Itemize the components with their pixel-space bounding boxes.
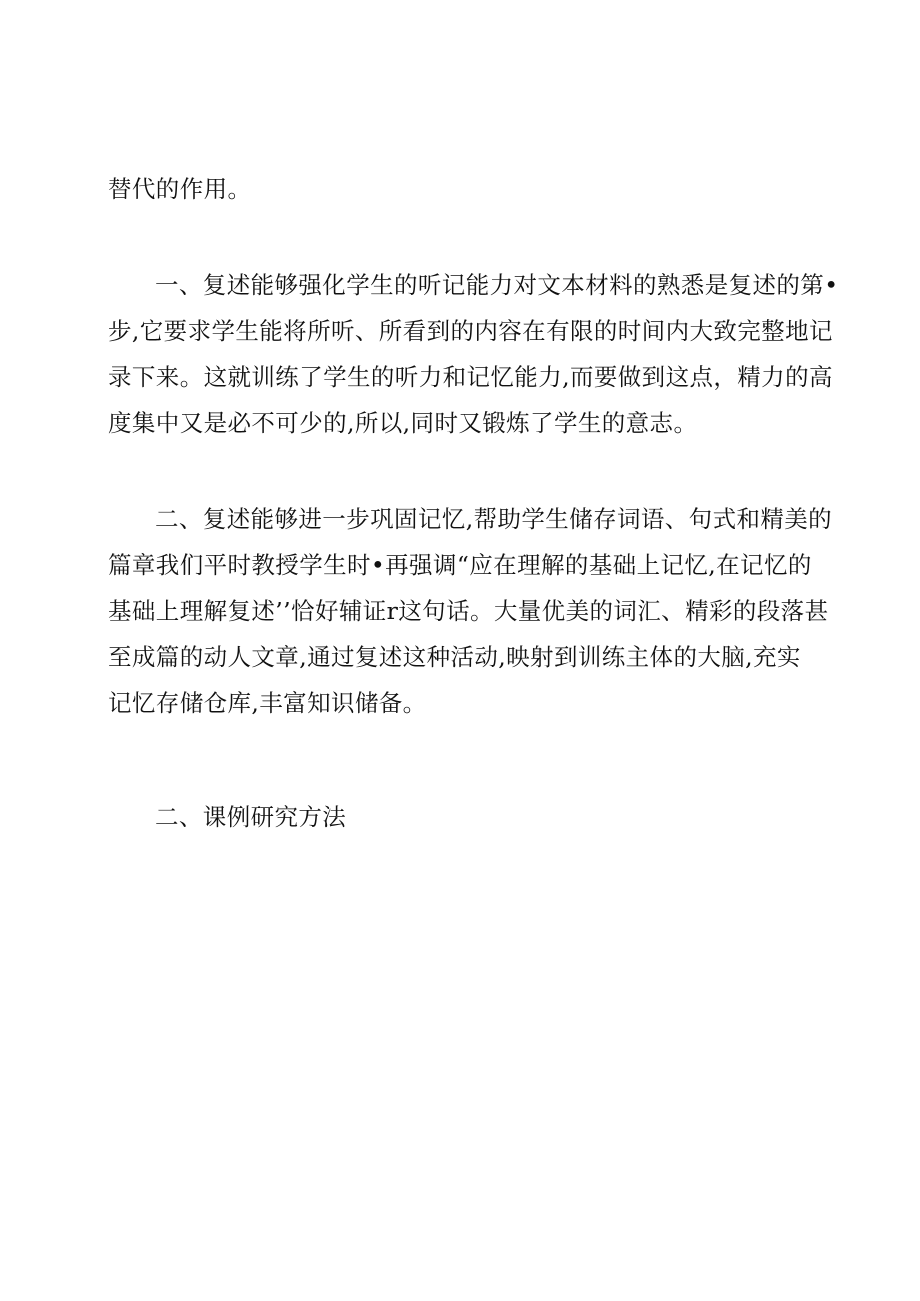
paragraph-continuation [108, 166, 814, 212]
text-line: 基础上理解复述’’恰好辅证r这句话。大量优美的词汇、精彩的段落甚 [108, 597, 829, 625]
paragraph-section-one [108, 262, 839, 446]
text-line: 记忆存储仓库,丰富知识储备。 [108, 689, 427, 717]
text-line: 替代的作用。 [108, 175, 252, 203]
text-line: 录下来。这就训练了学生的听力和记忆能力,而要做到这点，精力的高 [108, 363, 833, 391]
text-line: 至成篇的动人文章,通过复述这种活动,映射到训练主体的大脑,充实 [108, 643, 801, 671]
text-line: 篇章我们平时教授学生时•再强调“应在理解的基础上记忆,在记忆的 [108, 551, 812, 579]
text-line: 二、复述能够进一步巩固记忆,帮助学生储存词语、句式和精美的 [155, 505, 833, 533]
paragraph-section-two [108, 496, 833, 726]
text-line: 度集中又是必不可少的,所以,同时又锻炼了学生的意志。 [108, 409, 698, 437]
text-line: 二、课例研究方法 [155, 803, 347, 831]
text-line: 一、复述能够强化学生的听记能力对文本材料的熟悉是复述的第• [155, 271, 839, 299]
section-heading [108, 794, 814, 840]
text-line: 步,它要求学生能将所听、所看到的内容在有限的时间内大致完整地记 [108, 317, 833, 345]
